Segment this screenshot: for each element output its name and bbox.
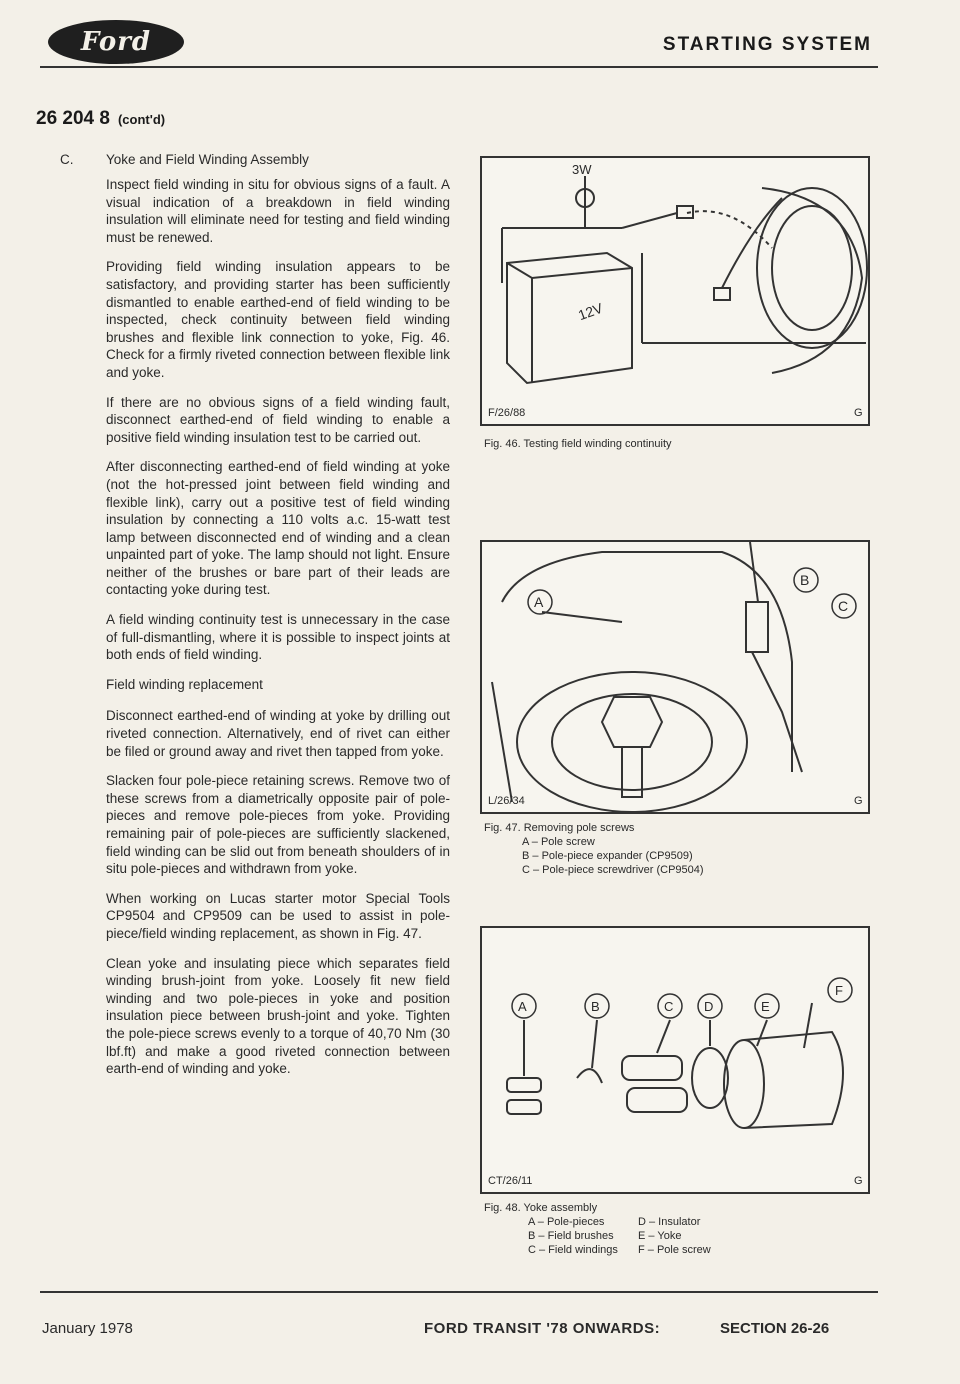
label-e: E: [761, 999, 770, 1014]
fig47-labels: [528, 568, 856, 618]
fig48-legend-f: F – Pole screw: [638, 1244, 711, 1256]
paragraph: A field winding continuity test is unnecessary in the case of full-dismantling, where it is possible to inspect joints at both ends of field winding.: [106, 612, 450, 663]
paragraph: Disconnect earthed-end of winding at yoke by drilling out riveted connection. Alternatively, end of rivet can either be filed or ground away and rivet then tapped from yoke.: [106, 708, 450, 759]
fig48-labels: [512, 978, 852, 1018]
fig48-legend-d: D – Insulator: [638, 1216, 701, 1228]
page-header-title: STARTING SYSTEM: [662, 34, 872, 55]
lamp-label: 3W: [572, 162, 592, 177]
figure-ref: F/26/88: [488, 407, 526, 419]
figure-47: [480, 540, 870, 814]
fig47-illustration: [482, 542, 868, 812]
fig47-caption: Fig. 47. Removing pole screws: [484, 822, 635, 834]
footer-rule: [40, 1291, 878, 1293]
label-b: B: [591, 999, 600, 1014]
item-heading: [60, 152, 450, 167]
label-a: A: [534, 594, 544, 610]
fig46-illustration: [482, 158, 868, 424]
figure-mark: G: [854, 1175, 863, 1187]
fig48-legend: [528, 1215, 728, 1257]
label-a: A: [518, 999, 527, 1014]
figure-ref: CT/26/11: [488, 1175, 533, 1187]
fig48-legend-e: E – Yoke: [638, 1230, 682, 1242]
subheading: Field winding replacement: [106, 676, 263, 692]
figure-48: [480, 926, 870, 1194]
body-text-column: [60, 152, 450, 1090]
fig48-caption-block: [484, 1201, 728, 1257]
section-number: [36, 108, 165, 130]
paragraph: Slacken four pole-piece retaining screws. Remove two of these screws from a diametrically opposite pair of pole-pieces and remove pole-pieces from yoke. Providing remaining pair of pole-pieces are sufficiently slackened, field winding can be slid out from beneath shoulders of in situ pole-pieces and withdrawn from yoke.: [106, 773, 450, 877]
label-d: D: [704, 999, 714, 1014]
fig48-legend-b: B – Field brushes: [528, 1230, 614, 1242]
paragraph: When working on Lucas starter motor Special Tools CP9504 and CP9509 can be used to assist in pole-piece/field winding replacement, as shown in Fig. 47.: [106, 890, 450, 941]
figure-mark: G: [854, 407, 863, 419]
label-f: F: [835, 983, 843, 998]
footer-date: January 1978: [42, 1320, 133, 1337]
paragraph: Inspect field winding in situ for obvious signs of a fault. A visual indication of a breakdown in field winding insulation will eliminate need for testing and field winding must be renewed.: [106, 177, 450, 245]
paragraph: Providing field winding insulation appears to be satisfactory, and providing starter has been sufficiently dismantled to enable earthed-end of field winding to be inspected, check continuity between field winding brushes and flexible link connection to yoke, Fig. 46. Check for a firmly riveted connection between flexible link and yoke.: [106, 259, 450, 380]
section-number-text: 26 204 8: [36, 108, 110, 129]
fig47-legend-a: A – Pole screw: [522, 836, 595, 848]
label-c: C: [664, 999, 674, 1014]
section-cont: (cont'd): [117, 112, 166, 127]
battery-label: 12V: [575, 299, 605, 324]
fig48-legend-c: C – Field windings: [528, 1244, 618, 1256]
ford-logo: [48, 20, 184, 64]
label-b: B: [800, 572, 810, 588]
fig46-caption: Fig. 46. Testing field winding continuity: [484, 438, 672, 450]
paragraph: Clean yoke and insulating piece which separates field winding brush-joint from yoke. Loosely fit new field winding and two pole-pieces in yoke and position insulation piece between brush-joint and yoke. Tighten the pole-piece screws evenly to a torque of 40,70 Nm (30 lbf.ft) and make a good riveted connection between earth-end of winding and yoke.: [106, 955, 450, 1077]
footer-book-title: FORD TRANSIT '78 ONWARDS:: [424, 1320, 661, 1337]
figure-mark: G: [854, 795, 863, 807]
item-title: Yoke and Field Winding Assembly: [106, 152, 309, 167]
paragraph: If there are no obvious signs of a field winding fault, disconnect earthed-end of field winding to enable a positive field winding insulation test to be carried out.: [106, 394, 450, 445]
paragraph: After disconnecting earthed-end of field winding at yoke (not the hot-pressed joint between field winding and flexible link), carry out a positive test of field winding insulation by connecting a 110 volts a.c. 15-watt test lamp between disconnected end of winding and a clean unpainted part of yoke. The lamp should not light. Ensure neither of the brushes or bare part of their leads are contacting yoke during test.: [106, 459, 450, 598]
fig47-legend-b: B – Pole-piece expander (CP9509): [522, 850, 693, 862]
fig48-illustration: [482, 928, 868, 1192]
fig48-legend-a: A – Pole-pieces: [528, 1216, 605, 1228]
header-rule: [40, 66, 878, 68]
figure-ref: L/26/34: [488, 795, 525, 807]
logo-text: Ford: [80, 27, 152, 57]
fig47-legend-c: C – Pole-piece screwdriver (CP9504): [522, 864, 704, 876]
label-c: C: [838, 598, 849, 614]
footer-section: SECTION 26-26: [720, 1320, 830, 1337]
fig48-caption: Fig. 48. Yoke assembly: [484, 1202, 598, 1214]
item-letter: C.: [60, 152, 74, 167]
figure-46: [480, 156, 870, 426]
fig47-caption-block: [484, 821, 704, 877]
